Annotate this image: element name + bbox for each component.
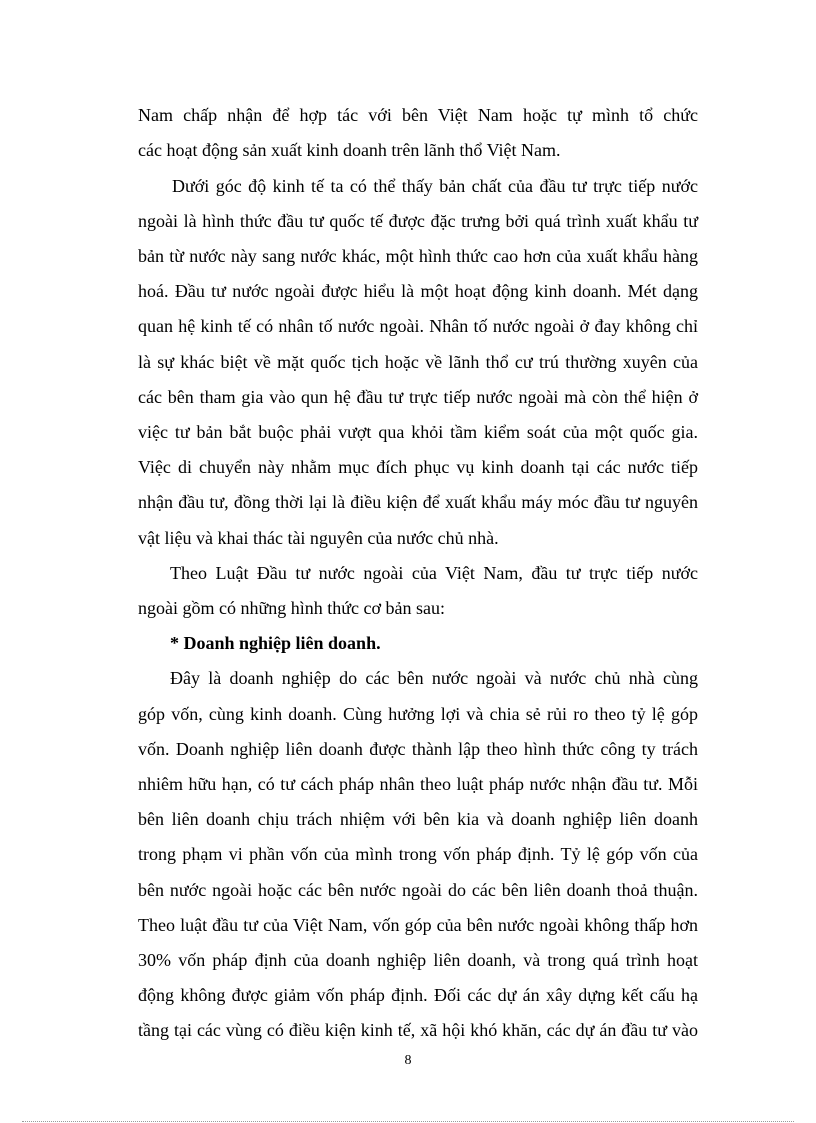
body-text-line: Việc di chuyển này nhằm mục đích phục vụ kinh doanh tại các nước tiếp [138,457,698,477]
body-text-line: bên nước ngoài hoặc các bên nước ngoài do các bên liên doanh thoả thuận. [138,880,698,900]
body-text-line: Đây là doanh nghiệp do các bên nước ngoài và nước chủ nhà cùng [170,668,698,688]
body-text-line: Theo Luật Đầu tư nước ngoài của Việt Nam, đầu tư trực tiếp nước [170,563,698,583]
body-text-line: Dưới góc độ kinh tế ta có thể thấy bản chất của đầu tư trực tiếp nước [172,176,698,196]
body-text-line: bản từ nước này sang nước khác, một hình thức cao hơn của xuất khẩu hàng [138,246,698,266]
body-text-line: ngoài là hình thức đầu tư quốc tế được đặc trưng bởi quá trình xuất khẩu tư [138,211,698,231]
body-text-line: Nam chấp nhận để hợp tác với bên Việt Nam hoặc tự mình tổ chức [138,105,698,125]
body-text-line: vốn. Doanh nghiệp liên doanh được thành lập theo hình thức công ty trách [138,739,698,759]
body-text-line: việc tư bản bắt buộc phải vượt qua khỏi tầm kiểm soát của một quốc gia. [138,422,698,442]
body-text-line: là sự khác biệt về mặt quốc tịch hoặc về lãnh thổ cư trú thường xuyên của [138,352,698,372]
page-number: 8 [404,1053,412,1068]
body-text-line: trong phạm vi phần vốn của mình trong vốn pháp định. Tỷ lệ góp vốn của [138,844,698,864]
footer-divider [22,1121,794,1122]
body-text-line: nhận đầu tư, đồng thời lại là điều kiện để xuất khẩu máy móc đầu tư nguyên [138,492,698,512]
body-text-line: các bên tham gia vào qun hệ đầu tư trực tiếp nước ngoài mà còn thể hiện ở [138,387,698,407]
body-text-line: các hoạt động sản xuất kinh doanh trên lãnh thổ Việt Nam. [138,140,561,160]
body-text-line: Theo luật đầu tư của Việt Nam, vốn góp của bên nước ngoài không thấp hơn [138,915,698,935]
body-text-line: 30% vốn pháp định của doanh nghiệp liên doanh, và trong quá trình hoạt [138,950,698,970]
body-text-line: tầng tại các vùng có điều kiện kinh tế, xã hội khó khăn, các dự án đầu tư vào [138,1020,698,1040]
body-text-line: quan hệ kinh tế có nhân tố nước ngoài. Nhân tố nước ngoài ở đay không chỉ [138,316,698,336]
body-text-line: động không được giảm vốn pháp định. Đối các dự án xây dựng kết cấu hạ [138,985,698,1005]
body-text-line: hoá. Đầu tư nước ngoài được hiểu là một hoạt động kinh doanh. Mét dạng [138,281,698,301]
body-text-line: bên liên doanh chịu trách nhiệm với bên kia và doanh nghiệp liên doanh [138,809,698,829]
body-text-line: góp vốn, cùng kinh doanh. Cùng hưởng lợi và chia sẻ rủi ro theo tỷ lệ góp [138,704,698,724]
body-text-line: ngoài gồm có những hình thức cơ bản sau: [138,598,445,618]
body-text-line: nhiêm hữu hạn, có tư cách pháp nhân theo luật pháp nước nhận đầu tư. Mỗi [138,774,698,794]
body-text-line: vật liệu và khai thác tài nguyên của nước chủ nhà. [138,528,499,548]
section-heading: * Doanh nghiệp liên doanh. [170,633,381,653]
